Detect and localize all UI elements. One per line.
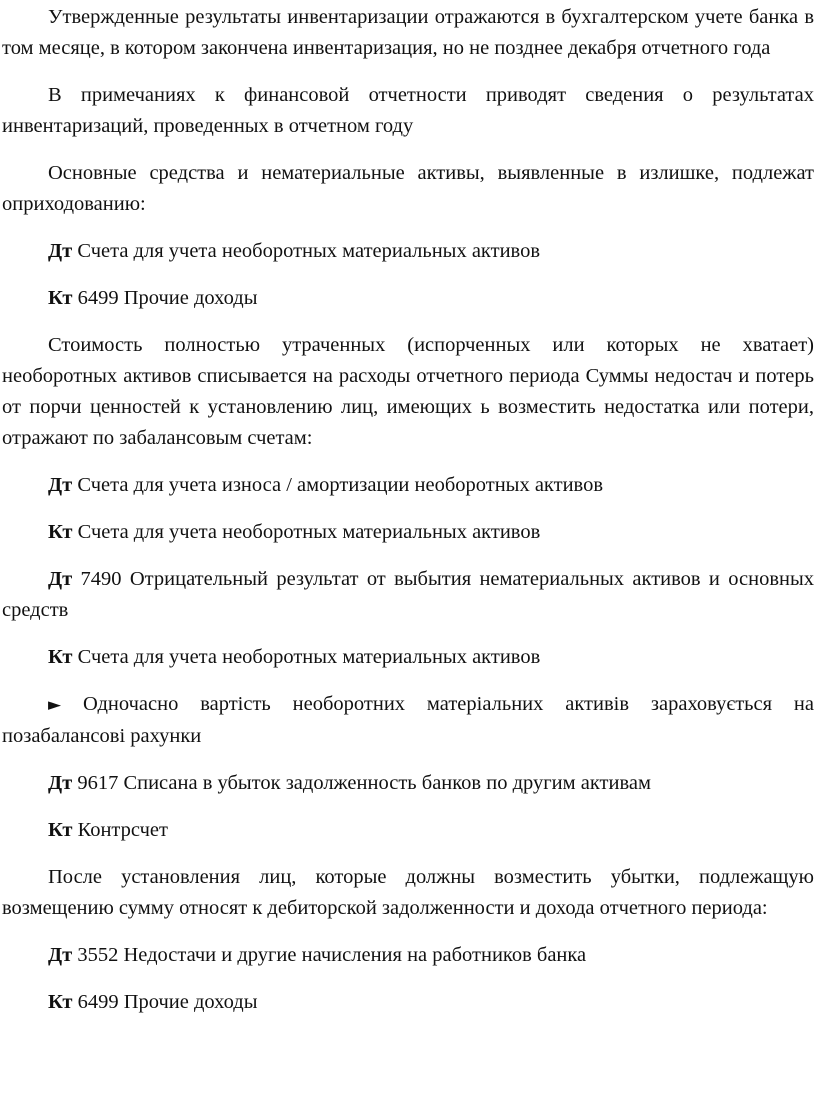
paragraph-off-balance-note: [2, 689, 814, 752]
entry-credit-5: [2, 987, 814, 1018]
entry-debit-1: [2, 236, 814, 267]
entry-debit-3: [2, 564, 814, 626]
paragraph-surplus-assets: Основные средства и нематериальные активы, выявленные в излишке, подлежат оприходованию:: [2, 162, 814, 215]
credit-label: Кт: [48, 287, 73, 309]
debit-label: Дт: [48, 944, 73, 966]
entry-text: Счета для учета необоротных материальных активов: [77, 521, 541, 543]
credit-label: Кт: [48, 991, 73, 1013]
entry-text: Счета для учета необоротных материальных активов: [77, 240, 541, 262]
entry-credit-3: [2, 642, 814, 673]
entry-text: 3552 Недостачи и другие начисления на работников банка: [77, 944, 587, 966]
paragraph-inventory-results: Утвержденные результаты инвентаризации отражаются в бухгалтерском учете банка в том месяце, в котором закончена инвентаризация, но не позднее декабря отчетного года: [2, 6, 814, 59]
debit-label: Дт: [48, 772, 73, 794]
entry-text: Счета для учета необоротных материальных активов: [77, 646, 541, 668]
debit-label: Дт: [48, 568, 73, 590]
entry-text: Контрсчет: [77, 819, 168, 841]
debit-label: Дт: [48, 474, 73, 496]
arrow-right-icon: ►: [48, 695, 62, 715]
debit-label: Дт: [48, 240, 73, 262]
entry-text: Счета для учета износа / амортизации необоротных активов: [77, 474, 604, 496]
entry-debit-5: [2, 940, 814, 971]
entry-debit-4: [2, 768, 814, 799]
entry-text: 6499 Прочие доходы: [77, 991, 258, 1013]
paragraph-notes: В примечаниях к финансовой отчетности приводят сведения о результатах инвентаризаций, проведенных в отчетном году: [2, 84, 814, 137]
credit-label: Кт: [48, 819, 73, 841]
entry-text: 7490 Отрицательный результат от выбытия нематериальных активов и основных средств: [2, 568, 814, 621]
entry-text: 6499 Прочие доходы: [77, 287, 258, 309]
credit-label: Кт: [48, 646, 73, 668]
entry-debit-2: [2, 470, 814, 501]
credit-label: Кт: [48, 521, 73, 543]
entry-credit-1: [2, 283, 814, 314]
paragraph-lost-assets: Стоимость полностью утраченных (испорченных или которых не хватает) необоротных активов списывается на расходы отчетного периода Суммы недостач и потерь от порчи ценностей к установлению лиц, имеющих ь возместить недостатка или потери, отражают по забалансовым счетам:: [2, 334, 814, 449]
entry-text: 9617 Списана в убыток задолженность банков по другим активам: [77, 772, 651, 794]
off-balance-text: Одночасно вартість необоротних матеріальних активів зараховується на позабалансові рахунки: [2, 693, 814, 747]
entry-credit-4: [2, 815, 814, 846]
paragraph-recovery: После установления лиц, которые должны возместить убытки, подлежащую возмещению сумму относят к дебиторской задолженности и дохода отчетного периода:: [2, 866, 814, 919]
entry-credit-2: [2, 517, 814, 548]
